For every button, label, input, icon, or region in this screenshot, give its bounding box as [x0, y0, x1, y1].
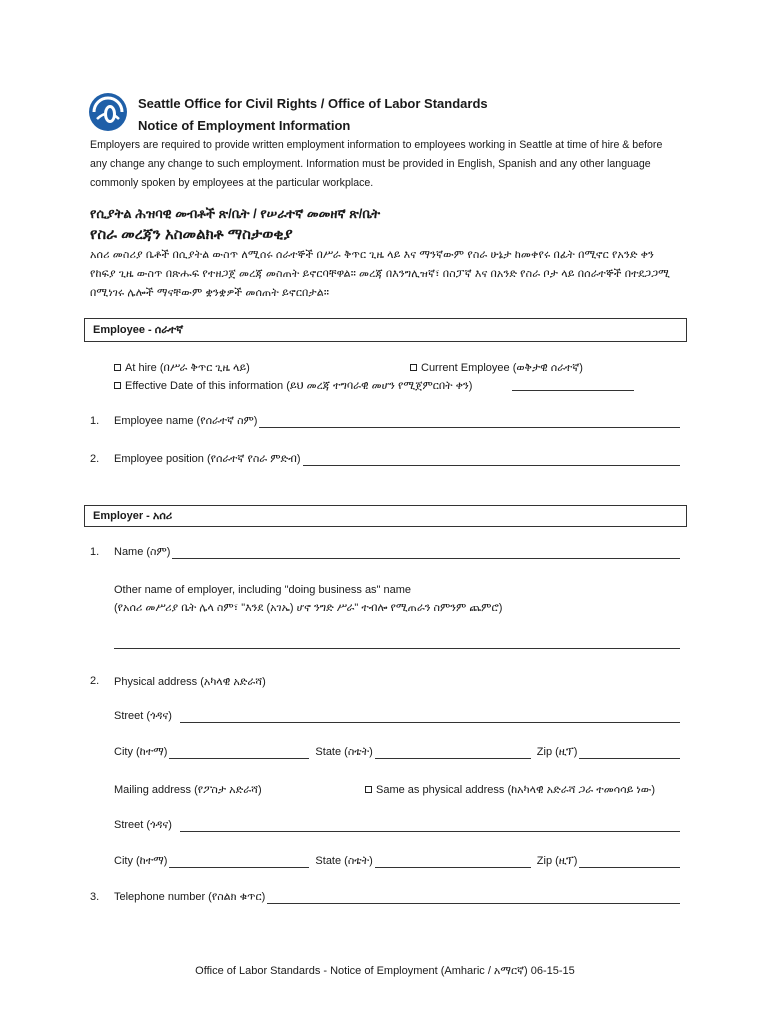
employee-position-label: Employee position (የሰራተኛ የስራ ምድብ)	[114, 453, 301, 465]
physical-address-label: Physical address (አካላዊ አድራሻ)	[114, 676, 266, 688]
org-line: Seattle Office for Civil Rights / Office of Labor Standards	[138, 96, 488, 111]
employer-q2-number: 2.	[90, 675, 100, 687]
page-footer: Office of Labor Standards - Notice of Employment (Amharic / አማርኛ) 06-15-15	[195, 965, 575, 977]
telephone-row	[114, 891, 680, 904]
at-hire-option[interactable]	[114, 361, 250, 375]
q1-number: 1.	[90, 415, 100, 427]
zip-label: Zip (ዚፕ)	[536, 746, 578, 758]
employee-position-field[interactable]	[303, 454, 680, 466]
state-label: State (ስቴት)	[315, 746, 373, 758]
street-row	[114, 710, 680, 723]
city2-field[interactable]	[169, 856, 309, 868]
current-employee-checkbox[interactable]	[410, 364, 417, 371]
zip2-field[interactable]	[579, 856, 680, 868]
employer-section-header	[84, 505, 687, 527]
employer-q1-number: 1.	[90, 546, 100, 558]
city-row	[114, 746, 680, 759]
city-label: City (ከተማ)	[114, 746, 168, 758]
employer-q3-number: 3.	[90, 891, 100, 903]
effective-date-label: Effective Date of this information (ይህ መረጃ ተግባራዊ መሆን የሚጀምርበት ቀን)	[125, 380, 473, 392]
other-name-label-en: Other name of employer, including "doing business as" name	[114, 584, 412, 596]
employee-name-field[interactable]	[259, 416, 680, 428]
same-as-option[interactable]	[365, 783, 655, 797]
city2-label: City (ከተማ)	[114, 855, 168, 867]
amharic-org-line: የሲያትል ሕዝባዊ መብቶች ጽ/ቤት / የሠራተኛ መመዘኛ ጽ/ቤት	[90, 206, 381, 221]
city-field[interactable]	[169, 747, 309, 759]
other-name-label-am: (የአሰሪ መሥሪያ ቤት ሌላ ስም፣ "እንደ (አገኤ) ሆኖ ንግድ ሥራ" ተብሎ የሚጠራን ስምንም ጨምሮ)	[114, 602, 503, 614]
state-field[interactable]	[375, 747, 531, 759]
street-label: Street (ጎዳና)	[114, 710, 172, 722]
intro-text: Employers are required to provide written employment information to employees working in Seattle at time of hire & before any change any change to such employment. Information must be provided in English, Spanish and any other language commonly spoken by employees at the particular workplace.	[90, 139, 663, 189]
same-as-checkbox[interactable]	[365, 786, 372, 793]
employer-heading: Employer - አሰሪ	[93, 510, 173, 522]
at-hire-checkbox[interactable]	[114, 364, 121, 371]
amharic-body: አሰሪ መስሪያ ቤቶች በሲያትል ውስጥ ለሚሰሩ ሰራተኞች በሥራ ቅጥር ጊዜ ላይ እና ማንኛውም የስራ ሁኔታ ከመቀየሩ በፊት በሚኖር የአንድ ቀን የከፍያ ጊዜ ውስጥ በጽሑፍ የተዘጋጀ መረጃ መስጠት ይኖርባቸዋል። መረጃ በእንግሊዝኛ፣ በስፓኛ እና በአንድ የስራ ቦታ ላይ በሰራተኞች በተደጋጋሚ በሚነገሩ ሌሎች ማናቸውም ቋንቋዎች መሰጠት ይኖርበታል።	[90, 249, 671, 299]
same-as-label: Same as physical address (ከአካላዊ አድራሻ ጋራ ተመሳሳይ ነው)	[376, 784, 655, 796]
employer-name-field[interactable]	[172, 547, 680, 559]
street2-label: Street (ጎዳና)	[114, 819, 172, 831]
zip-field[interactable]	[579, 747, 680, 759]
effective-date-option[interactable]	[114, 379, 472, 393]
page-title: Notice of Employment Information	[138, 118, 351, 133]
state2-field[interactable]	[375, 856, 531, 868]
q2-number: 2.	[90, 453, 100, 465]
current-employee-label: Current Employee (ወቅታዊ ሰራተኛ)	[421, 362, 583, 374]
employee-heading: Employee - ሰራተኛ	[93, 324, 184, 336]
street2-field[interactable]	[180, 820, 680, 832]
seattle-logo	[88, 92, 128, 132]
street2-row	[114, 819, 680, 832]
zip2-label: Zip (ዚፕ)	[536, 855, 578, 867]
effective-date-field[interactable]	[512, 390, 634, 391]
employee-section-header	[84, 318, 687, 342]
employee-position-row	[114, 453, 680, 466]
street-field[interactable]	[180, 711, 680, 723]
other-name-field[interactable]	[114, 648, 680, 649]
employer-name-row	[114, 546, 680, 559]
amharic-title: የስራ መረጃን አስመልክቶ ማስታወቂያ	[90, 226, 293, 243]
telephone-field[interactable]	[267, 892, 680, 904]
at-hire-label: At hire (በሥራ ቅጥር ጊዜ ላይ)	[125, 362, 250, 374]
employee-name-label: Employee name (የሰራተኛ ስም)	[114, 415, 258, 427]
employer-name-label: Name (ስም)	[114, 546, 171, 558]
state2-label: State (ስቴት)	[315, 855, 373, 867]
mailing-address-label: Mailing address (የፖስታ አድራሻ)	[114, 784, 262, 796]
city2-row	[114, 855, 680, 868]
effective-date-checkbox[interactable]	[114, 382, 121, 389]
telephone-label: Telephone number (የስልክ ቁጥር)	[114, 891, 266, 903]
employee-name-row	[114, 415, 680, 428]
current-employee-option[interactable]	[410, 361, 583, 375]
